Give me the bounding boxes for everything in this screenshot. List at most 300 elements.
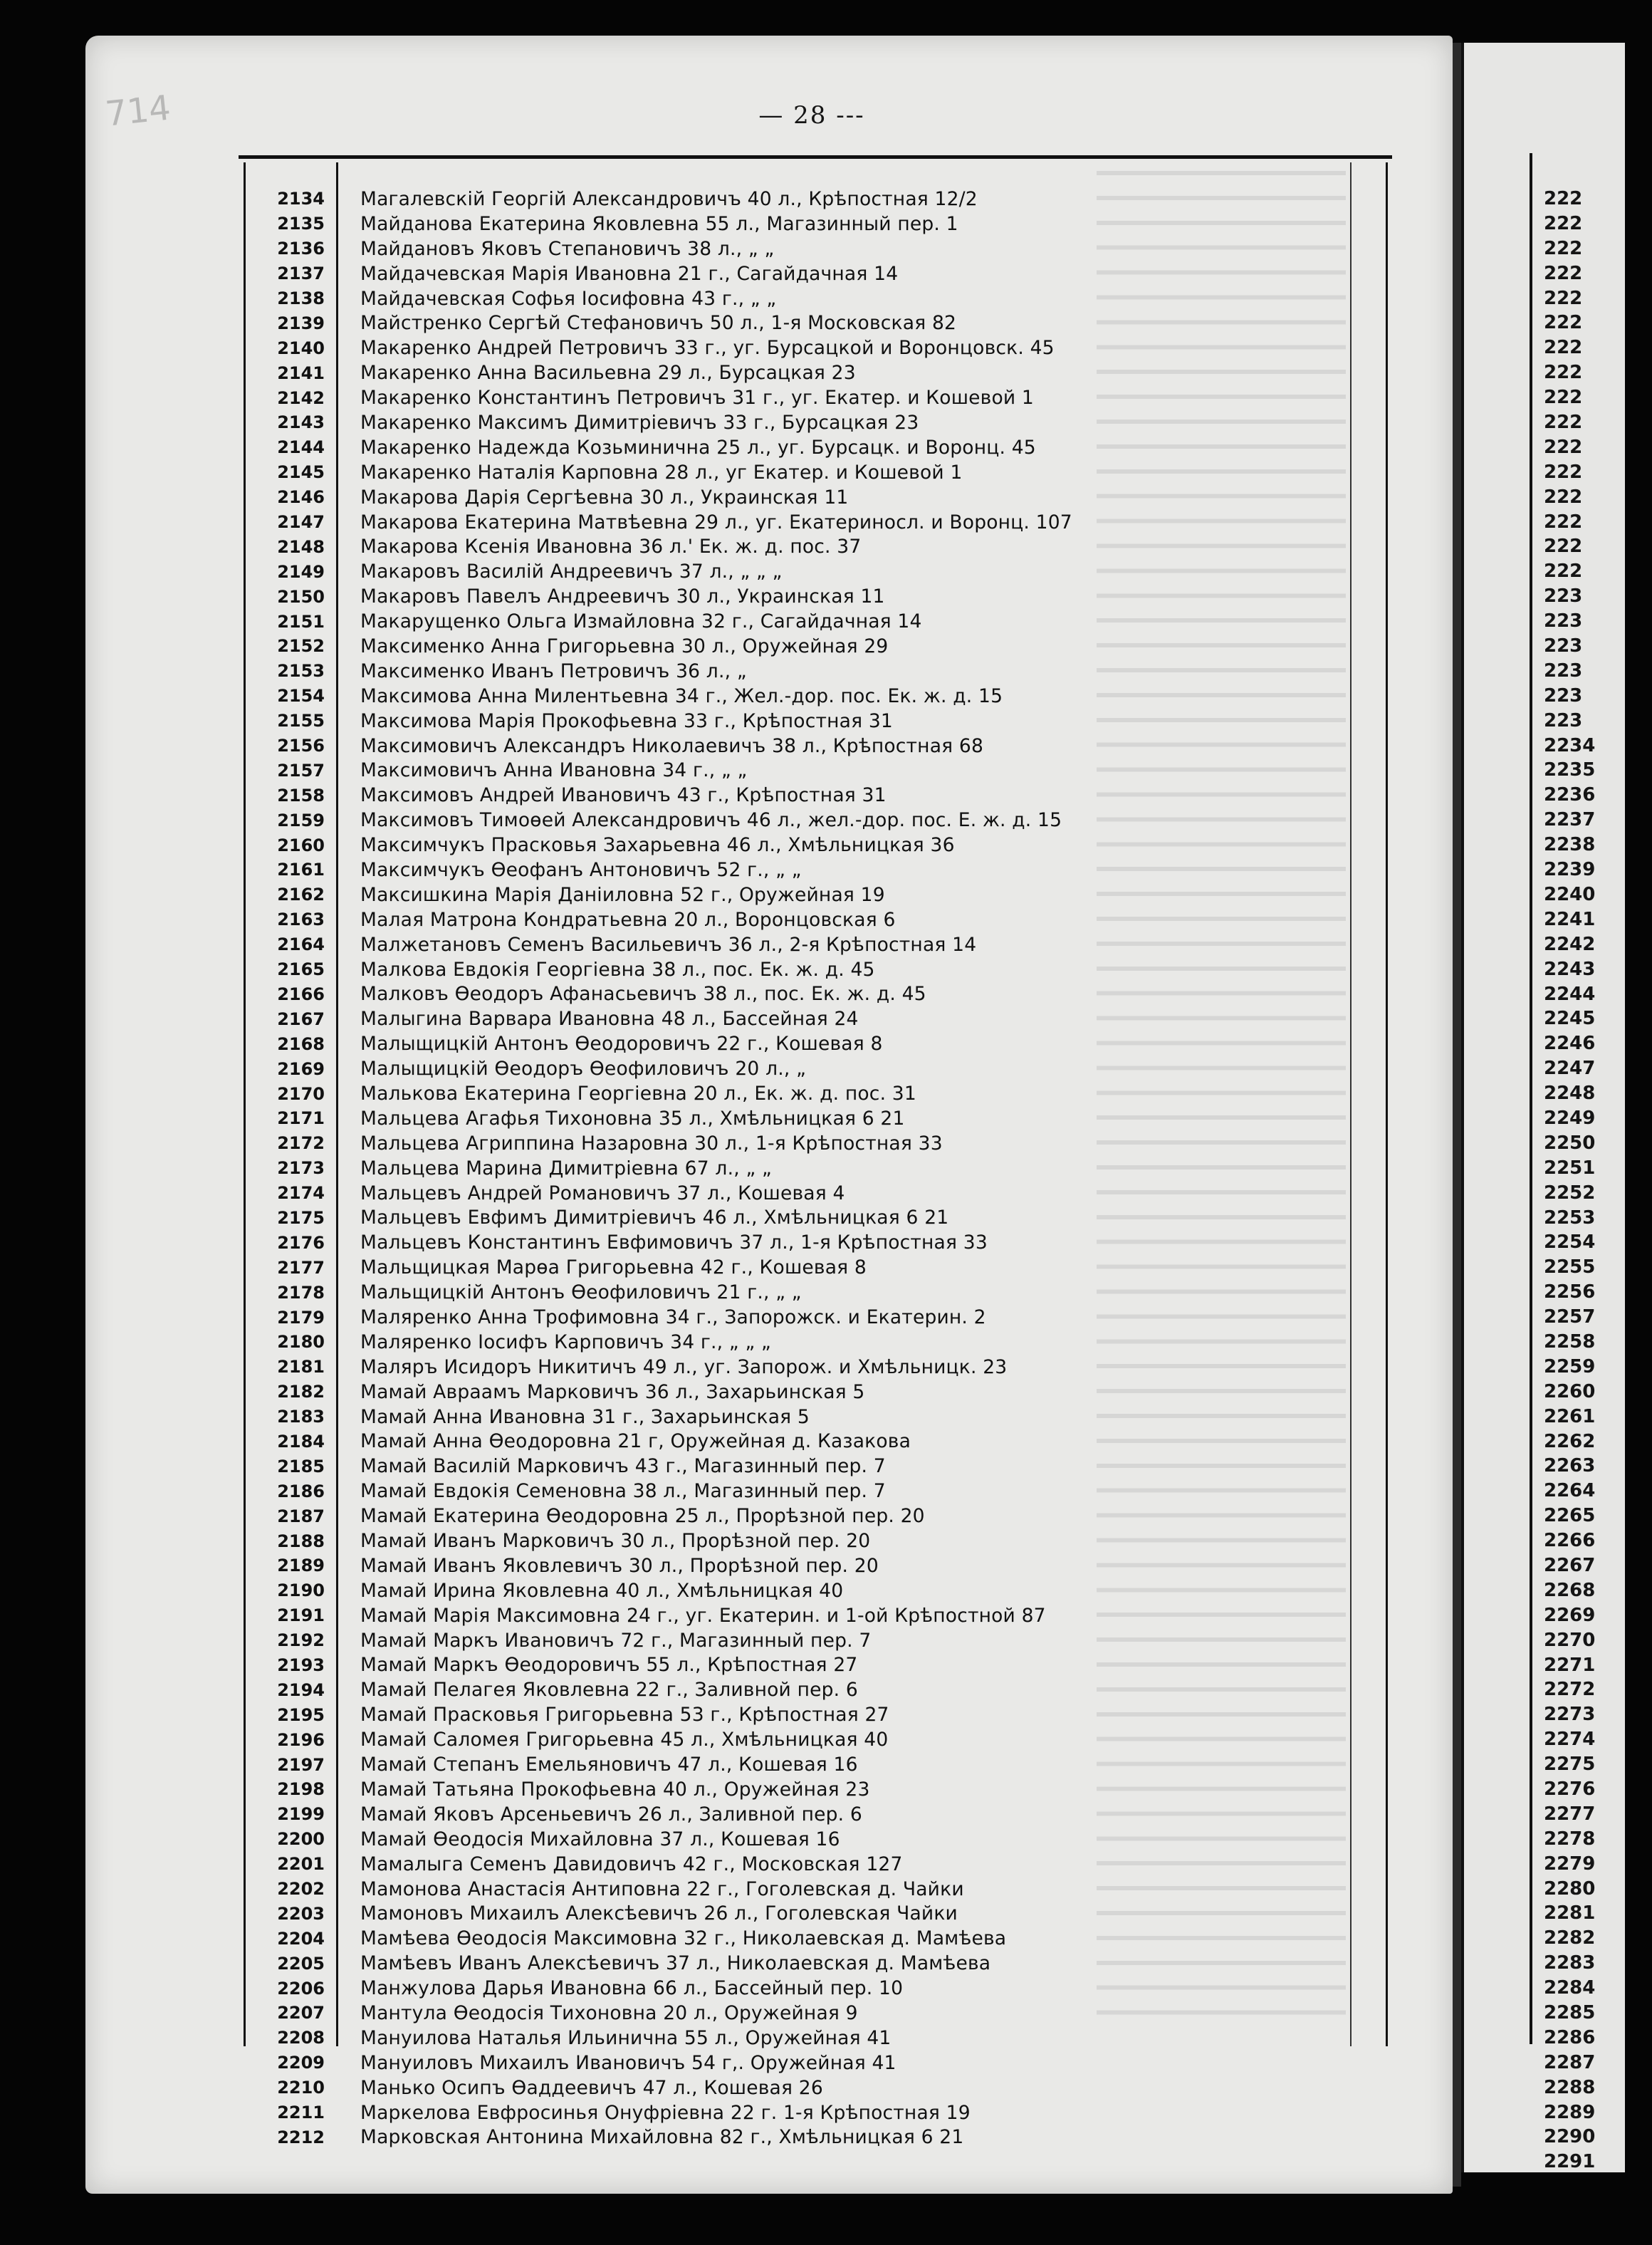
entry-text: Максимова Анна Милентьевна 34 г., Жел.-дор. пос. Ек. ж. д. 15 [360,684,1003,707]
register-row [256,1802,1346,1827]
register-row [256,385,1346,410]
facing-page-number: 2261 [1544,1405,1596,1427]
entry-text: Макаренко Анна Васильевна 29 л., Бурсацкая 23 [360,362,856,385]
facing-page-number: 222 [1544,412,1583,434]
register-row [256,2100,1346,2125]
facing-page-number: 2272 [1544,1679,1596,1701]
entry-text: Макаренко Надежда Козьминична 25 л., уг. Бурсацк. и Воронц. 45 [360,436,1036,459]
entry-number: 2137 [277,264,325,284]
register-row [256,1230,1346,1255]
entry-text: Мамай Маркъ Ѳеодоровичъ 55 л., Крѣпостная 27 [360,1654,858,1677]
facing-page-number: 2239 [1544,859,1596,881]
entry-text: Манько Осипъ Ѳаддеевичъ 47 л., Кошевая 26 [360,2076,823,2099]
facing-page-number: 223 [1544,660,1583,682]
register-row [256,1056,1346,1081]
register-row [256,1479,1346,1504]
entry-text: Мантула Ѳеодосія Тихоновна 20 л., Оружейная 9 [360,2001,858,2024]
entry-number: 2159 [277,810,325,830]
register-row [256,1355,1346,1380]
register-row [256,2125,1346,2150]
facing-page-number: 223 [1544,585,1583,608]
entry-number: 2156 [277,736,325,756]
facing-page-number: 2267 [1544,1554,1596,1576]
entry-number: 2189 [277,1556,325,1576]
register-row [256,982,1346,1007]
register-row [256,1131,1346,1156]
register-row [256,684,1346,709]
facing-page-number: 2285 [1544,2002,1596,2024]
entry-text: Мамѣева Ѳеодосія Максимовна 32 г., Николаевская д. Мамѣева [360,1927,1007,1950]
register-row [256,534,1346,559]
facing-page-number: 2259 [1544,1355,1596,1377]
register-row [256,510,1346,535]
entry-text: Макаровъ Василій Андреевичъ 37 л., „ „ „ [360,561,783,583]
entry-text: Мамай Саломея Григорьевна 45 л., Хмѣльницкая 40 [360,1729,889,1751]
facing-page-number: 222 [1544,561,1583,583]
frame-right-rule [1386,162,1388,2046]
facing-page-number: 2238 [1544,834,1596,856]
register-row [256,187,1346,212]
facing-page-number: 222 [1544,486,1583,508]
entry-text: Мамай Евдокія Семеновна 38 л., Магазинный пер. 7 [360,1480,886,1503]
register-row [256,1976,1346,2001]
entry-text: Мамѣевъ Иванъ Алексѣевичъ 37 л., Николаевская д. Мамѣева [360,1952,991,1975]
entry-text: Манжулова Дарья Ивановна 66 л., Бассейный пер. 10 [360,1977,904,2000]
register-row [256,335,1346,360]
page-number: — 28 --- [758,101,865,130]
facing-page-number: 2237 [1544,809,1596,831]
entry-text: Малковъ Ѳеодоръ Афанасьевичъ 38 л., пос. Ек. ж. д. 45 [360,983,926,1006]
facing-page-number: 2282 [1544,1927,1596,1949]
entry-number: 2176 [277,1232,325,1253]
entry-text: Мануилова Наталья Ильинична 55 л., Оружейная 41 [360,2026,892,2049]
register-row [256,1429,1346,1454]
register-list [256,187,1346,2150]
facing-page-number: 222 [1544,287,1583,309]
entry-text: Мальцевъ Андрей Романовичъ 37 л., Кошевая 4 [360,1182,845,1204]
entry-text: Марковская Антонина Михайловна 82 г., Хмѣльницкая 6 21 [360,2126,964,2149]
entry-number: 2185 [277,1456,325,1476]
entry-text: Мальщицкій Антонъ Ѳеофиловичъ 21 г., „ „ [360,1281,802,1304]
entry-number: 2161 [277,860,325,880]
facing-page-number: 2284 [1544,1977,1596,1999]
entry-text: Мамоновъ Михаилъ Алексѣевичъ 26 л., Гоголевская Чайки [360,1902,958,1925]
entry-text: Мамонова Анастасія Антиповна 22 г., Гоголевская д. Чайки [360,1877,964,1900]
register-row [256,709,1346,734]
facing-page-number: 2236 [1544,784,1596,806]
entry-text: Мамай Анна Ивановна 31 г., Захарьинская 5 [360,1405,810,1428]
entry-number: 2191 [277,1605,325,1626]
entry-text: Мамай Татьяна Прокофьевна 40 л., Оружейная 23 [360,1778,870,1801]
facing-page-number: 2242 [1544,933,1596,955]
register-row [256,435,1346,460]
facing-page-number: 2235 [1544,759,1596,781]
entry-number: 2172 [277,1133,325,1154]
register-row [256,1553,1346,1578]
entry-number: 2173 [277,1158,325,1179]
entry-text: Мамай Степанъ Емельяновичъ 47 л., Кошевая 16 [360,1754,858,1776]
facing-page-number: 2246 [1544,1033,1596,1055]
facing-page-number: 2253 [1544,1207,1596,1229]
entry-number: 2196 [277,1729,325,1750]
register-row [256,2001,1346,2026]
register-row [256,311,1346,335]
entry-number: 2166 [277,984,325,1004]
entry-number: 2148 [277,536,325,557]
entry-number: 2205 [277,1953,325,1974]
register-row [256,1305,1346,1330]
entry-number: 2145 [277,462,325,483]
entry-number: 2162 [277,885,325,905]
facing-page-number: 222 [1544,212,1583,234]
entry-text: Мамай Яковъ Арсеньевичъ 26 л., Заливной пер. 6 [360,1803,862,1825]
entry-text: Максименко Анна Григорьевна 30 л., Оружейная 29 [360,635,889,657]
register-row [256,2075,1346,2100]
facing-page-number: 2271 [1544,1654,1596,1676]
facing-page-number: 2248 [1544,1083,1596,1105]
entry-number: 2165 [277,959,325,980]
register-row [256,2051,1346,2075]
entry-text: Мамай Ѳеодосія Михайловна 37 л., Кошевая 16 [360,1828,840,1850]
facing-page-number: 222 [1544,461,1583,483]
register-row [256,1206,1346,1231]
entry-number: 2152 [277,636,325,657]
entry-number: 2178 [277,1282,325,1303]
facing-page-number: 2260 [1544,1380,1596,1402]
facing-page-number: 222 [1544,362,1583,384]
entry-text: Мамай Маркъ Ивановичъ 72 г., Магазинный пер. 7 [360,1629,872,1652]
entry-text: Магалевскій Георгій Александровичъ 40 л., Крѣпостная 12/2 [360,187,978,210]
entry-text: Малыщицкій Ѳеодоръ Ѳеофиловичъ 20 л., „ [360,1058,807,1080]
entry-number: 2202 [277,1879,325,1899]
entry-number: 2153 [277,661,325,682]
entry-text: Мамай Екатерина Ѳеодоровна 25 л., Прорѣзной пер. 20 [360,1505,925,1528]
entry-number: 2184 [277,1431,325,1452]
entry-text: Максимчукъ Прасковья Захарьевна 46 л., Хмѣльницкая 36 [360,834,955,857]
register-row [256,1106,1346,1131]
entry-text: Мануиловъ Михаилъ Ивановичъ 54 г,. Оружейная 41 [360,2051,896,2074]
register-row [256,460,1346,485]
entry-number: 2135 [277,214,325,234]
entry-number: 2210 [277,2078,325,2098]
facing-page-number: 2265 [1544,1505,1596,1527]
entry-number: 2207 [277,2003,325,2023]
register-row [256,1528,1346,1553]
entry-number: 2209 [277,2053,325,2073]
facing-page-number: 2244 [1544,983,1596,1005]
entry-text: Макарова Ксенія Ивановна 36 л.' Ек. ж. д. пос. 37 [360,536,862,558]
entry-number: 2206 [277,1978,325,1999]
facing-page-number: 2291 [1544,2151,1596,2173]
entry-text: Мамай Марія Максимовна 24 г., уг. Екатерин. и 1-ой Крѣпостной 87 [360,1604,1046,1627]
entry-text: Макаренко Константинъ Петровичъ 31 г., уг. Екатер. и Кошевой 1 [360,387,1034,410]
entry-text: Мальцевъ Евфимъ Димитріевичъ 46 л., Хмѣльницкая 6 21 [360,1207,949,1229]
facing-page-number: 2256 [1544,1281,1596,1303]
entry-number: 2154 [277,686,325,707]
entry-text: Майдановъ Яковъ Степановичъ 38 л., „ „ [360,237,775,260]
register-row [256,1852,1346,1877]
entry-text: Мальщицкая Марѳа Григорьевна 42 г., Кошевая 8 [360,1256,867,1279]
register-row [256,882,1346,907]
facing-page-number: 223 [1544,709,1583,731]
entry-number: 2182 [277,1382,325,1402]
entry-text: Мальцева Агафья Тихоновна 35 л., Хмѣльницкая 6 21 [360,1107,905,1130]
entry-number: 2136 [277,239,325,259]
register-row [256,1901,1346,1926]
entry-text: Мальцева Марина Димитріевна 67 л., „ „ [360,1157,772,1179]
register-row [256,1951,1346,1976]
entry-number: 2186 [277,1481,325,1501]
facing-page-number: 222 [1544,237,1583,259]
facing-page-number: 2251 [1544,1157,1596,1179]
entry-text: Мамай Прасковья Григорьевна 53 г., Крѣпостная 27 [360,1704,889,1726]
register-row [256,907,1346,932]
entry-number: 2201 [277,1854,325,1875]
facing-page-number: 2288 [1544,2076,1596,2098]
facing-page-number: 222 [1544,188,1583,209]
pencil-mark: 714 [103,88,173,135]
register-row [256,957,1346,982]
entry-text: Мамай Авраамъ Марковичъ 36 л., Захарьинская 5 [360,1380,865,1403]
facing-page-number: 2281 [1544,1902,1596,1924]
register-row [256,485,1346,510]
entry-number: 2199 [277,1804,325,1825]
entry-text: Макаренко Максимъ Димитріевичъ 33 г., Бурсацкая 23 [360,411,919,434]
entry-text: Макаровъ Павелъ Андреевичъ 30 л., Украинская 11 [360,585,885,608]
facing-page-number: 2266 [1544,1530,1596,1552]
entry-number: 2141 [277,363,325,383]
register-row [256,584,1346,609]
facing-page-number: 2277 [1544,1803,1596,1825]
entry-text: Мальцева Агриппина Назаровна 30 л., 1-я Крѣпостная 33 [360,1132,943,1155]
register-row [256,1702,1346,1727]
facing-page-number: 2274 [1544,1729,1596,1751]
entry-text: Макарущенко Ольга Измайловна 32 г., Сагайдачная 14 [360,610,922,633]
entry-number: 2204 [277,1928,325,1949]
entry-number: 2139 [277,313,325,333]
register-row [256,659,1346,684]
facing-page-number: 222 [1544,511,1583,533]
entry-text: Малжетановъ Семенъ Васильевичъ 36 л., 2-я Крѣпостная 14 [360,933,977,956]
register-row [256,609,1346,634]
register-row [256,1454,1346,1479]
facing-page-number: 2240 [1544,883,1596,905]
register-row [256,1280,1346,1305]
entry-number: 2181 [277,1357,325,1377]
entry-text: Максименко Иванъ Петровичъ 36 л., „ [360,660,747,682]
register-row [256,1006,1346,1031]
entry-number: 2193 [277,1655,325,1675]
facing-page-number: 222 [1544,337,1583,359]
header-rule [239,155,1392,159]
facing-page-number: 2247 [1544,1058,1596,1080]
facing-page-rule [1530,153,1532,2044]
facing-page-number: 2243 [1544,958,1596,980]
register-row [256,1081,1346,1106]
entry-number: 2192 [277,1630,325,1651]
register-row [256,286,1346,311]
entry-number: 2150 [277,586,325,607]
facing-page-number: 2252 [1544,1182,1596,1204]
register-row [256,1827,1346,1852]
facing-page-number: 2289 [1544,2101,1596,2123]
entry-text: Малыгина Варвара Ивановна 48 л., Бассейная 24 [360,1008,859,1031]
register-row [256,1877,1346,1902]
entry-text: Макаренко Андрей Петровичъ 33 г., уг. Бурсацкой и Воронцовск. 45 [360,337,1055,360]
page-gutter [1453,43,1461,2187]
entry-text: Макарова Дарія Сергѣевна 30 л., Украинская 11 [360,486,849,509]
facing-page-numbers [1544,187,1622,2174]
facing-page-number: 2268 [1544,1579,1596,1601]
facing-page-number: 2258 [1544,1330,1596,1353]
register-row [256,2026,1346,2051]
entry-text: Мамалыга Семенъ Давидовичъ 42 г., Московская 127 [360,1853,903,1875]
entry-text: Малкова Евдокія Георгіевна 38 л., пос. Ек. ж. д. 45 [360,958,875,981]
register-row [256,1380,1346,1405]
register-row [256,1677,1346,1702]
entry-number: 2155 [277,711,325,731]
facing-page-number: 223 [1544,635,1583,657]
register-row [256,1603,1346,1628]
entry-number: 2168 [277,1033,325,1054]
register-row [256,1777,1346,1802]
register-row [256,410,1346,435]
entry-text: Максимовичъ Александръ Николаевичъ 38 л., Крѣпостная 68 [360,734,984,757]
register-row [256,1504,1346,1528]
register-row [256,783,1346,808]
entry-number: 2200 [277,1829,325,1850]
entry-number: 2144 [277,437,325,458]
register-row [256,1031,1346,1056]
facing-page-number: 2280 [1544,1877,1596,1900]
entry-text: Маляренко Іосифъ Карповичъ 34 г., „ „ „ [360,1330,771,1353]
register-row [256,1727,1346,1752]
facing-page-number: 222 [1544,262,1583,284]
entry-number: 2146 [277,487,325,508]
entry-text: Майстренко Сергѣй Стефановичъ 50 л., 1-я Московская 82 [360,312,957,335]
register-row [256,212,1346,236]
entry-text: Максимовичъ Анна Ивановна 34 г., „ „ [360,759,748,782]
entry-text: Мамай Иванъ Марковичъ 30 л., Прорѣзной пер. 20 [360,1530,871,1553]
entry-number: 2203 [277,1903,325,1924]
entry-number: 2208 [277,2028,325,2048]
facing-page-number: 2249 [1544,1107,1596,1129]
facing-page-number: 2262 [1544,1430,1596,1452]
facing-page-number: 2279 [1544,1853,1596,1875]
entry-number: 2195 [277,1704,325,1725]
entry-number: 2174 [277,1183,325,1204]
register-row [256,932,1346,957]
facing-page-number: 2255 [1544,1256,1596,1278]
facing-page-number: 2286 [1544,2026,1596,2048]
facing-page-number: 2270 [1544,1629,1596,1651]
facing-page-number: 2283 [1544,1952,1596,1974]
entry-number: 2171 [277,1108,325,1129]
register-row [256,261,1346,286]
facing-page-number: 2275 [1544,1754,1596,1776]
register-row [256,758,1346,783]
entry-number: 2151 [277,611,325,632]
register-row [256,559,1346,584]
facing-page-number: 222 [1544,312,1583,334]
register-row [256,1578,1346,1603]
entry-text: Малыщицкій Антонъ Ѳеодоровичъ 22 г., Кошевая 8 [360,1033,883,1056]
entry-number: 2188 [277,1531,325,1551]
entry-text: Макаренко Наталія Карповна 28 л., уг Екатер. и Кошевой 1 [360,461,963,484]
facing-page-number: 222 [1544,536,1583,558]
entry-text: Максимчукъ Ѳеофанъ Антоновичъ 52 г., „ „ [360,858,802,881]
facing-page-number: 2273 [1544,1704,1596,1726]
entry-text: Мальцевъ Константинъ Евфимовичъ 37 л., 1-я Крѣпостная 33 [360,1231,988,1254]
entry-text: Маляренко Анна Трофимовна 34 г., Запорожск. и Екатерин. 2 [360,1306,986,1329]
facing-page-number: 2257 [1544,1306,1596,1328]
facing-page-number: 2278 [1544,1828,1596,1850]
entry-number: 2149 [277,561,325,582]
register-row [256,1156,1346,1181]
entry-number: 2190 [277,1580,325,1601]
entry-text: Мамай Иванъ Яковлевичъ 30 л., Прорѣзной пер. 20 [360,1554,879,1577]
register-row [256,734,1346,759]
entry-number: 2167 [277,1009,325,1029]
facing-page-number: 2269 [1544,1604,1596,1626]
register-row [256,1628,1346,1653]
entry-number: 2212 [277,2127,325,2147]
entry-text: Макарова Екатерина Матвѣевна 29 л., уг. Екатериносл. и Воронц. 107 [360,511,1072,533]
entry-text: Максимовъ Андрей Ивановичъ 43 г., Крѣпостная 31 [360,784,887,807]
entry-text: Максишкина Марія Даніиловна 52 г., Оружейная 19 [360,883,885,906]
entry-text: Малая Матрона Кондратьевна 20 л., Воронцовская 6 [360,908,896,931]
entry-text: Мамай Пелагея Яковлевна 22 г., Заливной пер. 6 [360,1679,858,1702]
register-row [256,833,1346,858]
facing-page-number: 2241 [1544,908,1596,930]
entry-text: Майданова Екатерина Яковлевна 55 л., Магазинный пер. 1 [360,212,958,235]
register-row [256,1330,1346,1355]
register-row [256,1752,1346,1777]
entry-text: Майдачевская Марія Ивановна 21 г., Сагайдачная 14 [360,262,899,285]
register-row [256,236,1346,261]
entry-number: 2197 [277,1754,325,1775]
facing-page-number: 2290 [1544,2126,1596,2148]
entry-number: 2180 [277,1332,325,1353]
facing-page-number: 2287 [1544,2051,1596,2073]
facing-page-number: 2234 [1544,734,1596,756]
facing-page-number: 2263 [1544,1455,1596,1477]
entry-text: Мамай Ирина Яковлевна 40 л., Хмѣльницкая 40 [360,1579,844,1602]
entry-number: 2175 [277,1207,325,1228]
facing-page-number: 2254 [1544,1231,1596,1254]
register-row [256,1405,1346,1429]
register-row [256,1926,1346,1951]
register-row [256,858,1346,882]
facing-page-number: 2245 [1544,1008,1596,1030]
entry-number: 2183 [277,1407,325,1427]
entry-number: 2142 [277,387,325,408]
facing-page-number: 223 [1544,610,1583,632]
entry-text: Мамай Василій Марковичъ 43 г., Магазинный пер. 7 [360,1455,886,1478]
entry-number: 2140 [277,338,325,358]
entry-text: Маркелова Евфросинья Онуфріевна 22 г. 1-я Крѣпостная 19 [360,2101,971,2124]
entry-number: 2170 [277,1083,325,1104]
register-row [256,634,1346,659]
register-row [256,360,1346,385]
register-row [256,1653,1346,1678]
entry-text: Максимовъ Тимоѳей Александровичъ 46 л., жел.-дор. пос. Е. ж. д. 15 [360,809,1062,832]
entry-number: 2157 [277,760,325,781]
entry-number: 2143 [277,412,325,433]
entry-number: 2194 [277,1679,325,1700]
facing-page-number: 2264 [1544,1480,1596,1502]
entry-number: 2147 [277,512,325,533]
